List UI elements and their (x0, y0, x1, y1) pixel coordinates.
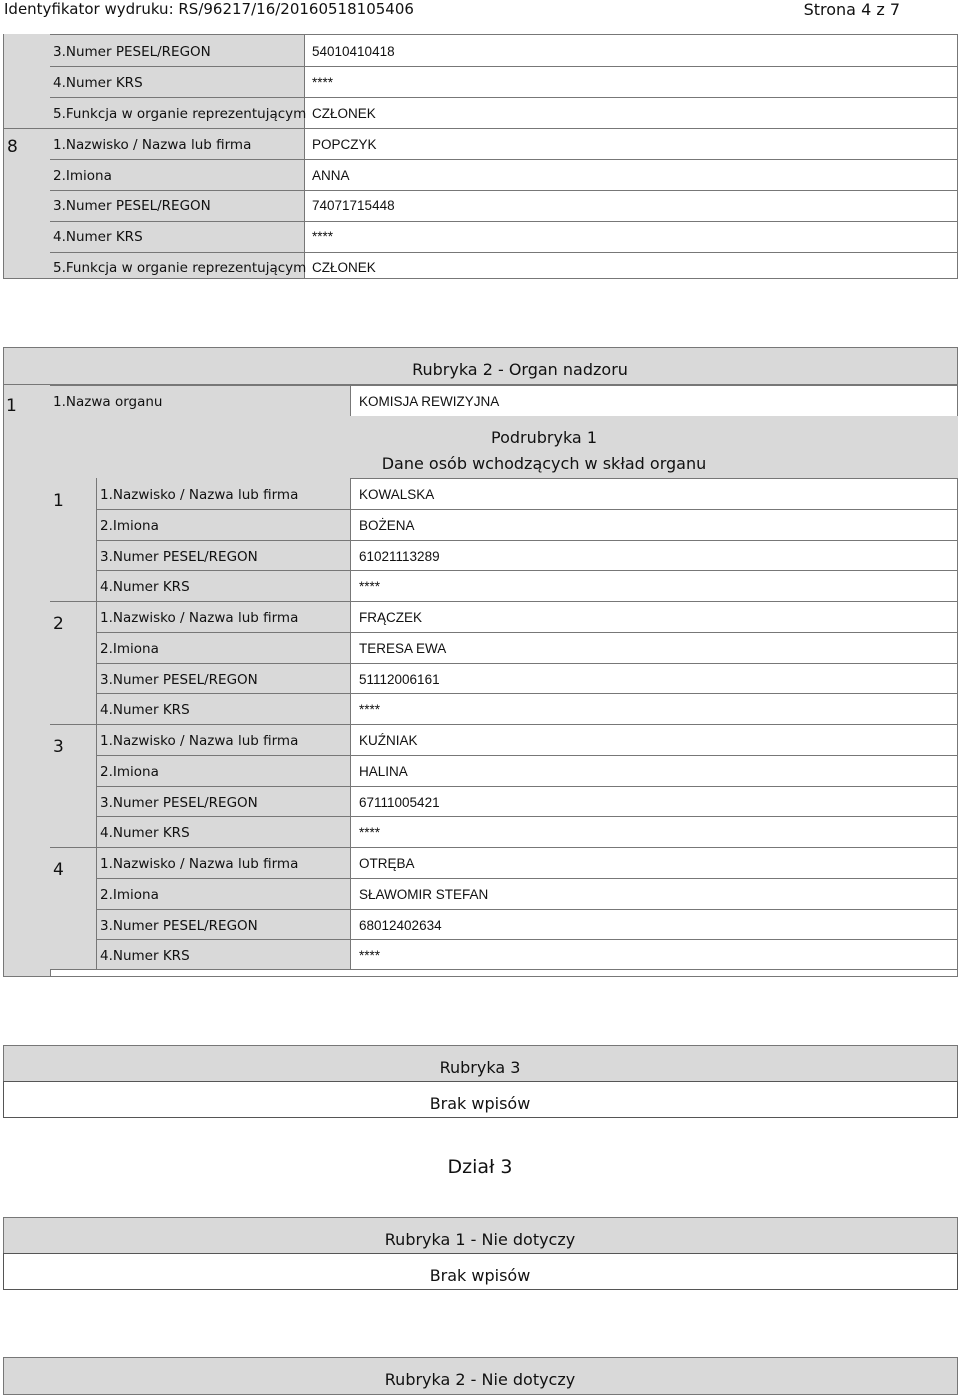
field-label: 2.Imiona (100, 764, 159, 780)
field-value: TERESA EWA (359, 641, 447, 656)
field-value: CZŁONEK (312, 260, 376, 275)
field-value: **** (359, 825, 381, 840)
field-value: 61021113289 (359, 549, 440, 564)
field-label: 2.Imiona (100, 887, 159, 903)
person-number: 3 (53, 737, 64, 757)
sub-title: Podrubryka 1 (491, 428, 597, 447)
entry-number: 8 (7, 137, 18, 157)
field-label: 2.Imiona (53, 168, 112, 184)
field-value: 68012402634 (359, 918, 442, 933)
field-label: 4.Numer KRS (53, 75, 143, 91)
field-value: OTRĘBA (359, 856, 415, 871)
field-label: 5.Funkcja w organie reprezentującym (53, 260, 307, 276)
field-label: 4.Numer KRS (100, 579, 190, 595)
field-value: BOŻENA (359, 518, 415, 533)
person-number: 4 (53, 860, 64, 880)
rubryka3-text: Brak wpisów (429, 1094, 531, 1113)
field-label: 3.Numer PESEL/REGON (100, 672, 258, 688)
field-label: 5.Funkcja w organie reprezentującym (53, 106, 307, 122)
field-value: **** (312, 229, 334, 244)
rubryka3-title: Rubryka 3 (439, 1058, 521, 1077)
field-value: HALINA (359, 764, 408, 779)
person-number: 1 (53, 491, 64, 511)
field-value: 54010410418 (312, 44, 395, 59)
field-value: 74071715448 (312, 198, 395, 213)
field-label: 1.Nazwisko / Nazwa lub firma (100, 487, 299, 503)
field-label: 1.Nazwisko / Nazwa lub firma (100, 610, 299, 626)
field-value: **** (312, 75, 334, 90)
field-value: KOWALSKA (359, 487, 435, 502)
field-value: POPCZYK (312, 137, 377, 152)
field-value: FRĄCZEK (359, 610, 423, 625)
field-label: 1.Nazwisko / Nazwa lub firma (100, 856, 299, 872)
page-number: Strona 4 z 7 (803, 0, 900, 19)
d3-rubryka2-title: Rubryka 2 - Nie dotyczy (384, 1370, 576, 1389)
field-label: 1.Nazwisko / Nazwa lub firma (53, 137, 252, 153)
field-value: **** (359, 702, 381, 717)
dzial3-title: Dział 3 (447, 1156, 513, 1178)
field-value: SŁAWOMIR STEFAN (359, 887, 489, 902)
d3-rubryka1-text: Brak wpisów (429, 1266, 531, 1285)
field-label: 3.Numer PESEL/REGON (53, 44, 211, 60)
field-value: CZŁONEK (312, 106, 376, 121)
field-label: 1.Nazwisko / Nazwa lub firma (100, 733, 299, 749)
field-label: 3.Numer PESEL/REGON (53, 198, 211, 214)
field-label: 3.Numer PESEL/REGON (100, 795, 258, 811)
field-value: **** (359, 948, 381, 963)
field-label: 4.Numer KRS (53, 229, 143, 245)
organ-value: KOMISJA REWIZYJNA (359, 394, 500, 409)
d3-rubryka1-title: Rubryka 1 - Nie dotyczy (384, 1230, 576, 1249)
organ-number: 1 (6, 396, 17, 416)
person-number: 2 (53, 614, 64, 634)
field-label: 4.Numer KRS (100, 702, 190, 718)
field-label: 3.Numer PESEL/REGON (100, 549, 258, 565)
field-label: 4.Numer KRS (100, 948, 190, 964)
field-label: 4.Numer KRS (100, 825, 190, 841)
field-label: 2.Imiona (100, 641, 159, 657)
print-id: Identyfikator wydruku: RS/96217/16/20160518105406 (4, 0, 414, 18)
field-value: 51112006161 (359, 672, 440, 687)
sub-subtitle: Dane osób wchodzących w skład organu (381, 454, 707, 473)
field-value: KUŹNIAK (359, 733, 418, 748)
field-label: 2.Imiona (100, 518, 159, 534)
field-label: 3.Numer PESEL/REGON (100, 918, 258, 934)
field-value: 67111005421 (359, 795, 440, 810)
field-value: **** (359, 579, 381, 594)
field-value: ANNA (312, 168, 350, 183)
rubryka2-title: Rubryka 2 - Organ nadzoru (412, 360, 628, 379)
organ-label: 1.Nazwa organu (53, 394, 163, 410)
